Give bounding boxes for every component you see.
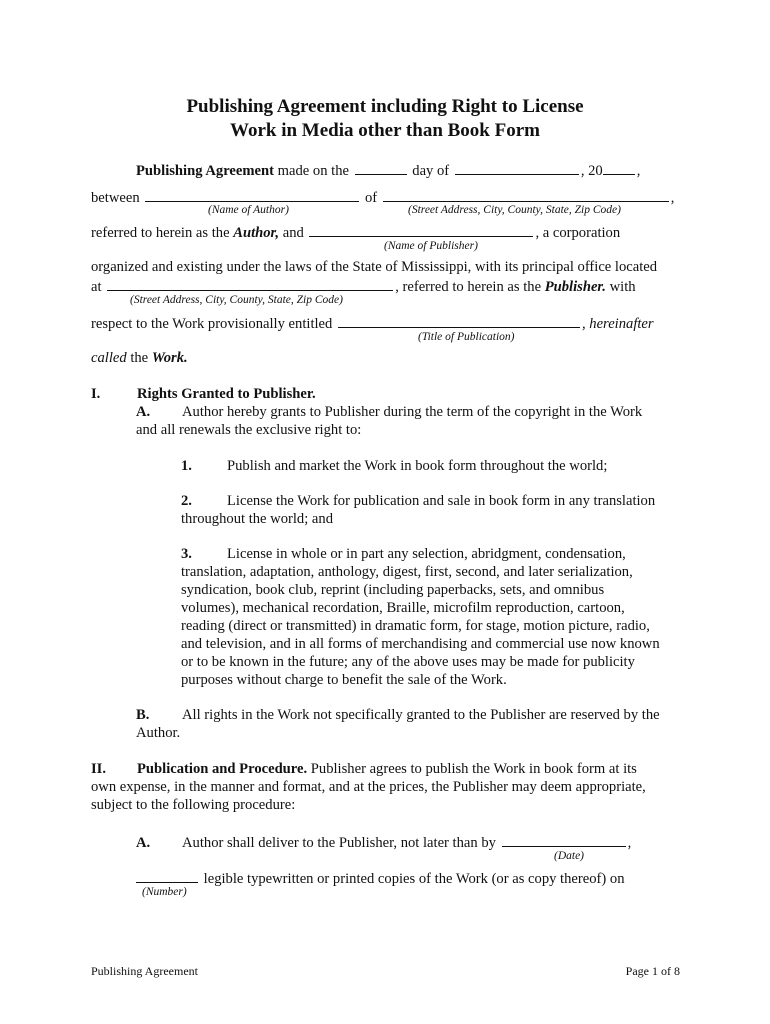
item-2-text-1: License the Work for publication and sale in book form in any translation [227, 493, 656, 509]
at-text: at [91, 279, 102, 295]
day-blank[interactable] [355, 160, 407, 175]
section-2-line-3: subject to the following procedure: [91, 797, 296, 813]
title-of-publication-caption: (Title of Publication) [418, 331, 515, 343]
month-blank[interactable] [455, 160, 579, 175]
hereinafter-text: , hereinafter [581, 316, 654, 332]
referred-author-line [91, 222, 620, 242]
number-caption: (Number) [142, 886, 187, 898]
item-1-number: 1. [181, 458, 192, 474]
title-line-2: Work in Media other than Book Form [230, 120, 540, 141]
the-text: the [130, 350, 149, 366]
section-1b-text-1: All rights in the Work not specifically granted to the Publisher are reserved by the [182, 707, 660, 723]
item-2-number: 2. [181, 493, 192, 509]
section-2a-text-1: Author shall deliver to the Publisher, not later than by [182, 835, 496, 851]
called-text: called [91, 350, 127, 366]
item-3-line-3: syndication, book club, reprint (including paperbacks, sets, and omnibus [181, 582, 605, 598]
respect-line [91, 313, 654, 333]
item-3-line-6: and television, and in all forms of merchandising and commercial use now known [181, 636, 660, 652]
author-address-caption: (Street Address, City, County, State, Zip Code) [408, 204, 621, 216]
referred-author-text: referred to herein as the [91, 225, 230, 241]
copies-number-blank[interactable] [136, 868, 198, 883]
title-line-1: Publishing Agreement including Right to License [186, 96, 584, 117]
author-label: Author, [233, 225, 280, 241]
section-2-line-2: own expense, in the manner and format, and at the prices, the Publisher may deem appropriate, [91, 779, 646, 795]
title-of-publication-blank[interactable] [338, 313, 580, 328]
called-line [91, 349, 188, 367]
agreement-label: Publishing Agreement [136, 163, 274, 179]
author-address-blank[interactable] [383, 187, 669, 202]
section-1a-item-1 [181, 457, 607, 475]
item-3-line-7: or to be known in the future; any of the above uses may be made for publicity [181, 654, 635, 670]
between-comma: , [670, 190, 675, 206]
section-2a-letter: A. [136, 835, 151, 851]
section-2-line-1 [91, 760, 637, 778]
date-caption: (Date) [554, 850, 585, 862]
of-text: of [364, 190, 378, 206]
section-2-text-1: Publisher agrees to publish the Work in book form at its [310, 761, 637, 777]
section-1a-item-2-line-2: throughout the world; and [181, 511, 333, 527]
day-of-text: day of [412, 163, 450, 179]
footer-document-name: Publishing Agreement [91, 964, 198, 978]
name-of-publisher-caption: (Name of Publisher) [384, 240, 478, 252]
section-2-title: Publication and Procedure. [137, 761, 308, 777]
publisher-label: Publisher. [544, 279, 606, 295]
year-blank[interactable] [603, 160, 635, 175]
made-on-text: made on the [277, 163, 349, 179]
section-1a-item-2-line-1 [181, 492, 655, 510]
year-prefix: , 20 [580, 163, 603, 179]
section-2a-comma: , [627, 835, 632, 851]
section-1b-line-2: Author. [136, 725, 181, 741]
name-of-author-caption: (Name of Author) [208, 204, 289, 216]
section-1a-line-1 [136, 403, 642, 421]
item-3-line-2: translation, adaptation, anthology, digest, first, second, and later serialization, [181, 564, 633, 580]
section-2a-line-2 [136, 868, 625, 888]
section-2a-line-1 [136, 832, 631, 852]
publisher-address-blank[interactable] [107, 276, 393, 291]
section-1b-line-1 [136, 706, 660, 724]
section-2-number: II. [91, 761, 107, 777]
publisher-name-blank[interactable] [309, 222, 533, 237]
section-1a-line-2: and all renewals the exclusive right to: [136, 422, 362, 438]
work-label: Work. [151, 350, 188, 366]
item-1-text: Publish and market the Work in book form throughout the world; [227, 458, 608, 474]
item-3-text-1: License in whole or in part any selection, abridgment, condensation, [227, 546, 626, 562]
organized-line: organized and existing under the laws of the State of Mississippi, with its principal office located [91, 259, 658, 275]
referred-publisher-text: , referred to herein as the [395, 279, 542, 295]
intro-line-1 [136, 160, 640, 180]
respect-text: respect to the Work provisionally entitled [91, 316, 333, 332]
between-text: between [91, 190, 140, 206]
section-2a-text-2: legible typewritten or printed copies of the Work (or as copy thereof) on [203, 871, 625, 887]
section-1-number: I. [91, 386, 101, 402]
at-line [91, 276, 636, 296]
item-3-line-5: reading (direct or transmitted) in dramatic form, for stage, motion picture, radio, [181, 618, 650, 634]
with-text: with [609, 279, 636, 295]
document-title [0, 95, 770, 143]
year-suffix: , [636, 163, 641, 179]
and-text: and [282, 225, 304, 241]
item-3-line-8: purposes without charge to benefit the sale of the Work. [181, 672, 507, 688]
footer-page-number: Page 1 of 8 [625, 964, 680, 978]
item-3-number: 3. [181, 546, 192, 562]
section-1b-letter: B. [136, 707, 150, 723]
author-name-blank[interactable] [145, 187, 359, 202]
section-1a-text-1: Author hereby grants to Publisher during the term of the copyright in the Work [182, 404, 643, 420]
item-3-line-4: volumes), mechanical recordation, Braille, microfilm reproduction, cartoon, [181, 600, 625, 616]
publisher-address-caption: (Street Address, City, County, State, Zip Code) [130, 294, 343, 306]
section-1-heading [91, 385, 316, 403]
delivery-date-blank[interactable] [502, 832, 626, 847]
section-1-title: Rights Granted to Publisher. [137, 386, 316, 402]
a-corporation-text: , a corporation [535, 225, 621, 241]
section-1a-letter: A. [136, 404, 151, 420]
section-1a-item-3-line-1 [181, 545, 626, 563]
